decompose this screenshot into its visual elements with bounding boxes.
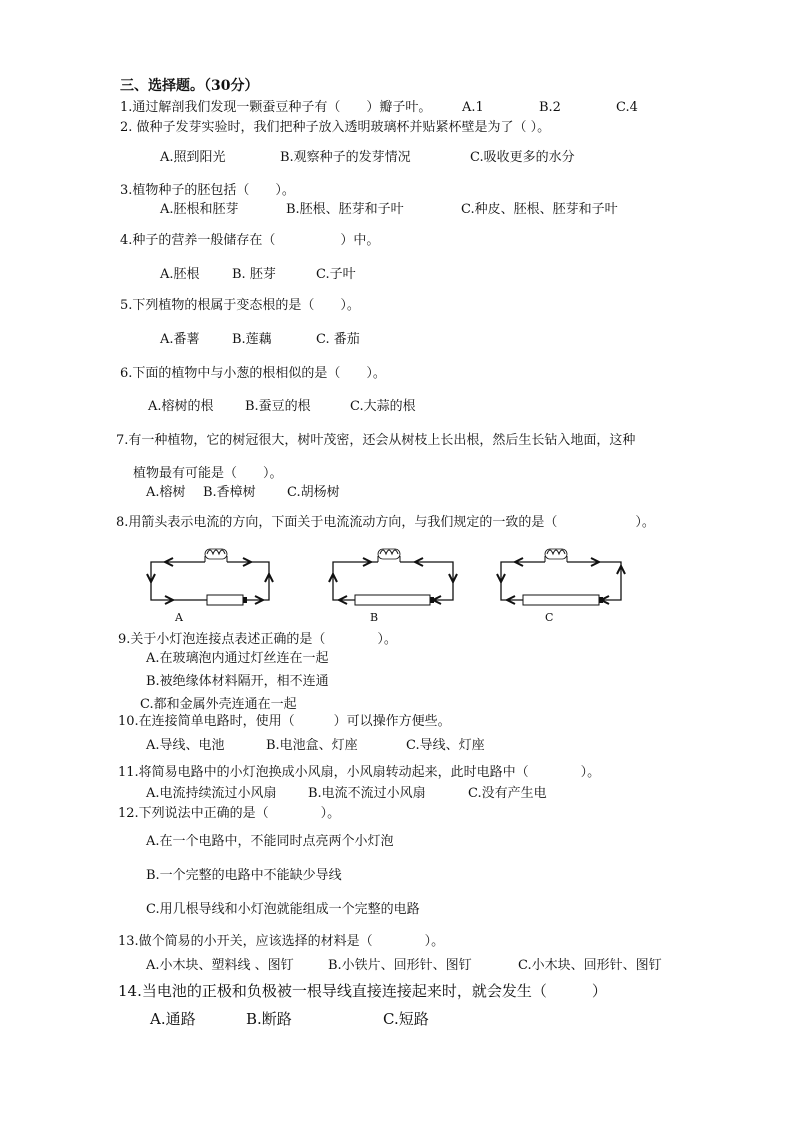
q14-option-b: B.断路 (246, 1010, 292, 1028)
question-7: 7.有一种植物，它的树冠很大，树叶茂密，还会从树枝上长出根，然后生长钻入地面，这种 (116, 433, 636, 448)
q3-option-a: A.胚根和胚芽 (160, 202, 239, 217)
q2-option-b: B.观察种子的发芽情况 (280, 150, 411, 165)
q5-option-a: A.番薯 (160, 332, 200, 347)
q12-option-c: C.用几根导线和小灯泡就能组成一个完整的电路 (146, 902, 420, 917)
q11-option-b: B.电流不流过小风扇 (308, 786, 426, 801)
q7-option-c: C.胡杨树 (287, 485, 340, 500)
q3-option-c: C.种皮、胚根、胚芽和子叶 (461, 202, 618, 217)
q4-option-a: A.胚根 (160, 267, 200, 282)
q14-option-a: A.通路 (150, 1010, 196, 1028)
question-10: 10.在连接简单电路时，使用（ ）可以操作方便些。 (118, 714, 451, 729)
q1-option-a: A.1 (462, 100, 484, 115)
q5-option-c: C. 番茄 (316, 332, 360, 347)
question-14: 14.当电池的正极和负极被一根导线直接连接起来时，就会发生（ ） (118, 982, 607, 1000)
q6-option-c: C.大蒜的根 (350, 399, 416, 414)
circuit-diagram-b (325, 542, 460, 624)
q9-option-c: C.都和金属外壳连通在一起 (140, 697, 297, 712)
q4-option-c: C.子叶 (316, 267, 356, 282)
q6-option-b: B.蚕豆的根 (245, 399, 311, 414)
q10-option-c: C.导线、灯座 (406, 738, 485, 753)
question-3: 3.植物种子的胚包括（ ）。 (120, 183, 295, 198)
question-5: 5.下列植物的根属于变态根的是（ ）。 (120, 298, 360, 313)
q11-option-a: A.电流持续流过小风扇 (146, 786, 277, 801)
question-4: 4.种子的营养一般储存在（ ）中。 (120, 233, 380, 248)
q11-option-c: C.没有产生电 (468, 786, 547, 801)
q10-option-b: B.电池盒、灯座 (266, 738, 358, 753)
question-2: 2. 做种子发芽实验时，我们把种子放入透明玻璃杯并贴紧杯壁是为了（ ）。 (120, 120, 551, 135)
q3-option-b: B.胚根、胚芽和子叶 (286, 202, 404, 217)
q9-option-a: A.在玻璃泡内通过灯丝连在一起 (146, 651, 329, 666)
section-title: 三、选择题。（30分） (120, 78, 259, 94)
q13-option-b: B.小铁片、回形针、图钉 (328, 958, 472, 973)
question-12: 12.下列说法中正确的是（ ）。 (118, 806, 341, 821)
circuit-label-a: A (175, 611, 183, 624)
question-8: 8.用箭头表示电流的方向，下面关于电流流动方向，与我们规定的一致的是（ ）。 (116, 515, 655, 530)
circuit-label-b: B (370, 611, 379, 624)
q13-option-a: A.小木块、塑料线 、图钉 (146, 958, 294, 973)
q1-option-b: B.2 (539, 100, 561, 115)
question-13: 13.做个简易的小开关，应该选择的材料是（ ）。 (118, 934, 445, 949)
question-1: 1.通过解剖我们发现一颗蚕豆种子有（ ）瓣子叶。 (120, 100, 432, 115)
question-9: 9.关于小灯泡连接点表述正确的是（ ）。 (118, 632, 397, 647)
question-11: 11.将简易电路中的小灯泡换成小风扇，小风扇转动起来，此时电路中（ ）。 (118, 765, 601, 780)
q7-option-a: A.榕树 (146, 485, 186, 500)
q6-option-a: A.榕树的根 (148, 399, 214, 414)
q14-option-c: C.短路 (383, 1010, 429, 1028)
q12-option-a: A.在一个电路中，不能同时点亮两个小灯泡 (146, 834, 394, 849)
q7-option-b: B.香樟树 (203, 485, 256, 500)
q1-option-c: C.4 (616, 100, 638, 115)
circuit-label-c: C (545, 611, 554, 624)
q10-option-a: A.导线、电池 (146, 738, 225, 753)
question-7-continued: 植物最有可能是（ ）。 (133, 466, 283, 481)
q2-option-c: C.吸收更多的水分 (470, 150, 575, 165)
q2-option-a: A.照到阳光 (160, 150, 226, 165)
q4-option-b: B. 胚芽 (232, 267, 276, 282)
q9-option-b: B.被绝缘体材料隔开，相不连通 (146, 674, 329, 689)
question-6: 6.下面的植物中与小葱的根相似的是（ ）。 (120, 366, 386, 381)
q13-option-c: C.小木块、回形针、图钉 (518, 958, 662, 973)
circuit-diagram-a (145, 542, 275, 624)
circuit-diagram-c (495, 542, 630, 624)
q12-option-b: B.一个完整的电路中不能缺少导线 (146, 868, 342, 883)
q5-option-b: B.莲藕 (232, 332, 272, 347)
